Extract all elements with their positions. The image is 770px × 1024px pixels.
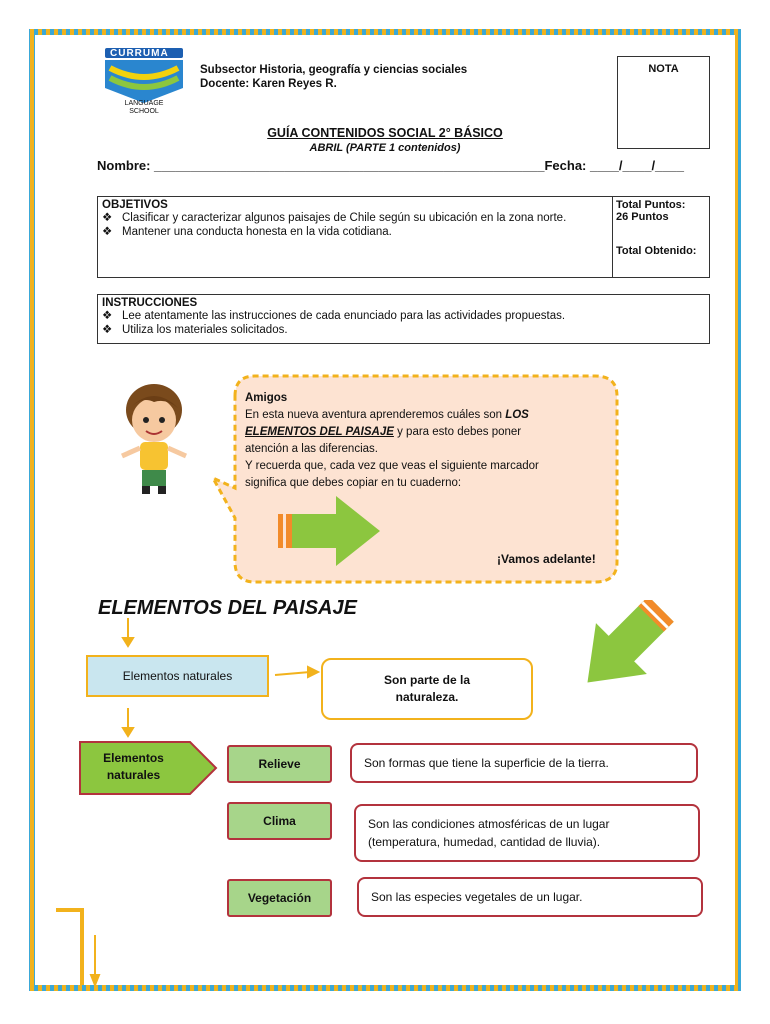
clima-definition-text (368, 815, 609, 851)
diamond-bullet-icon: ❖ (102, 310, 113, 322)
objective-text: Mantener una conducta honesta en la vida cotidiana. (122, 226, 392, 238)
total-obtained-label: Total Obtenido: (616, 245, 697, 257)
speech-line-text: En esta nueva aventura aprenderemos cuáles son (245, 409, 506, 421)
teacher-line: Docente: Karen Reyes R. (200, 78, 337, 90)
natural-elements-arrow-label (86, 750, 181, 784)
arrow-label-line: naturales (106, 768, 161, 782)
vegetacion-definition-text: Son las especies vegetales de un lugar. (371, 890, 583, 904)
clima-node (227, 802, 332, 840)
name-date-line: Nombre: ______________________________________________________Fecha: ____/____/____ (97, 158, 684, 173)
subject-line: Subsector Historia, geografía y ciencias sociales (200, 64, 468, 76)
grade-label: NOTA (648, 63, 679, 75)
relieve-definition (350, 743, 698, 783)
clima-label: Clima (263, 814, 296, 828)
total-points-label: Total Puntos: (616, 199, 686, 211)
speech-line: Y recuerda que, cada vez que veas el siguiente marcador (245, 460, 539, 472)
objective-text: Clasificar y caracterizar algunos paisajes de Chile según su ubicación en la zona norte. (122, 212, 567, 224)
speech-line: significa que debes copiar en tu cuaderno: (245, 477, 462, 489)
page-subtitle: ABRIL (PARTE 1 contenidos) (309, 142, 461, 154)
speech-greeting: Amigos (245, 392, 288, 404)
logo-subtitle: LANGUAGE SCHOOL (124, 100, 164, 115)
section-title: ELEMENTOS DEL PAISAJE (98, 597, 357, 619)
definition-line: naturaleza. (395, 690, 459, 704)
vegetacion-label: Vegetación (247, 891, 312, 905)
diamond-bullet-icon: ❖ (102, 212, 113, 224)
speech-line-text: y para esto debes poner (393, 426, 522, 438)
total-points-value: 26 Puntos (616, 211, 669, 223)
arrow-label-line: Elementos (103, 751, 164, 765)
relieve-label: Relieve (258, 757, 301, 771)
instruction-text: Lee atentamente las instrucciones de cada enunciado para las actividades propuestas. (122, 310, 566, 322)
speech-emphasis: LOS (505, 409, 529, 421)
speech-emphasis: ELEMENTOS DEL PAISAJE (245, 426, 394, 438)
diamond-bullet-icon: ❖ (102, 226, 113, 238)
diamond-bullet-icon: ❖ (102, 324, 113, 336)
natural-elements-label: Elementos naturales (122, 669, 233, 683)
instructions-heading: INSTRUCCIONES (102, 297, 198, 309)
speech-closing: ¡Vamos adelante! (497, 552, 596, 566)
relieve-node (227, 745, 332, 783)
vegetacion-node (227, 879, 332, 917)
page-title: GUÍA CONTENIDOS SOCIAL 2° BÁSICO (267, 126, 503, 140)
speech-line: atención a las diferencias. (245, 443, 378, 455)
definition-line: Son parte de la (383, 673, 471, 687)
instruction-text: Utiliza los materiales solicitados. (122, 324, 288, 336)
natural-elements-definition (321, 658, 533, 720)
relieve-definition-text: Son formas que tiene la superficie de la tierra. (364, 756, 609, 770)
logo-title: CURRUMA (110, 48, 169, 59)
definition-line: Son las condiciones atmosféricas de un lugar (368, 817, 610, 831)
objectives-heading: OBJETIVOS (102, 199, 168, 211)
definition-line: (temperatura, humedad, cantidad de lluvia). (368, 835, 601, 849)
vegetacion-definition (357, 877, 703, 917)
definition-text (384, 672, 470, 706)
natural-elements-node (86, 655, 269, 697)
clima-definition (354, 804, 700, 862)
